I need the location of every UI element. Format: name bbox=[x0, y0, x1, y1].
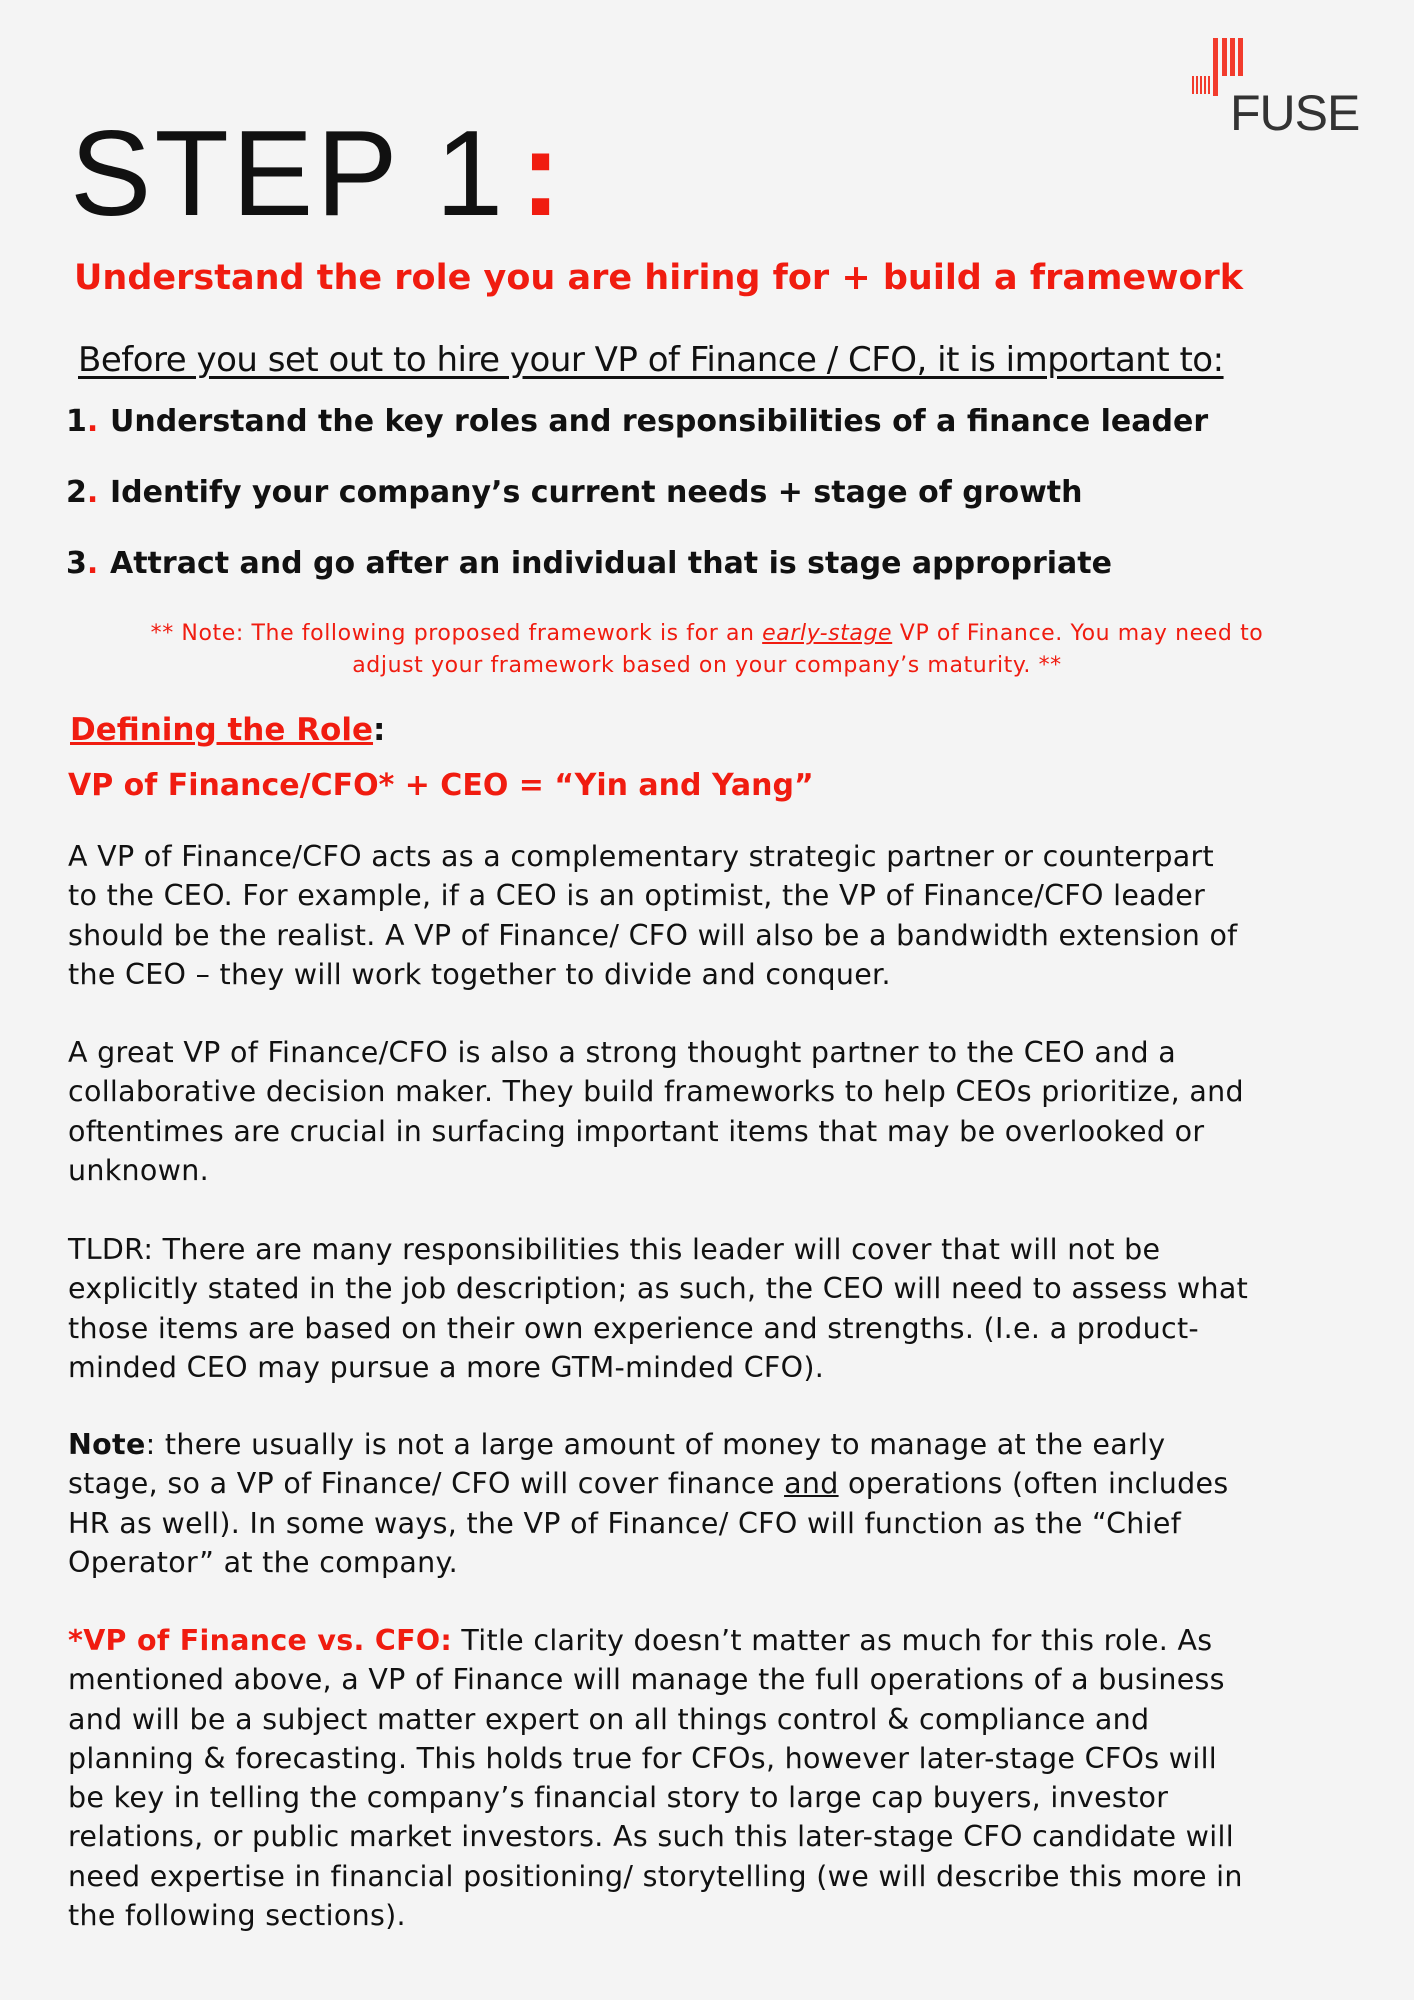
text-line: A VP of Finance/CFO acts as a complementary strategic partner or counterpart bbox=[68, 840, 1215, 873]
text: : there usually is not a large amount of money to manage at the early bbox=[145, 1428, 1166, 1461]
list-item-text: Attract and go after an individual that is stage appropriate bbox=[110, 546, 1112, 581]
text-line: need expertise in financial positioning/ storytelling (we will describe this more in bbox=[68, 1859, 1243, 1893]
list-item: 3. Attract and go after an individual that is stage appropriate bbox=[66, 546, 1112, 581]
framework-note-line2: adjust your framework based on your company’s maturity. ** bbox=[352, 653, 1062, 678]
text-line: unknown. bbox=[68, 1153, 209, 1187]
text-line: the following sections). bbox=[68, 1899, 406, 1933]
text-line bbox=[68, 1621, 1243, 1660]
text-line: oftentimes are crucial in surfacing important items that may be overlooked or bbox=[68, 1114, 1205, 1148]
section-heading-label: Defining the Role bbox=[70, 712, 374, 748]
list-number: 2 bbox=[66, 475, 87, 510]
list-number: 3 bbox=[66, 546, 87, 581]
vp-vs-cfo-label: *VP of Finance vs. CFO: bbox=[68, 1624, 453, 1657]
text-line bbox=[68, 1464, 1229, 1503]
fuse-logo bbox=[1192, 38, 1360, 141]
note-text: VP of Finance. You may need to bbox=[892, 621, 1264, 646]
note-emphasis: early-stage bbox=[762, 621, 893, 646]
title-colon: : bbox=[520, 105, 564, 241]
paragraph-tldr bbox=[68, 1230, 1248, 1387]
title-text: STEP 1 bbox=[70, 105, 507, 241]
list-item: 1. Understand the key roles and responsibilities of a finance leader bbox=[66, 404, 1209, 439]
text: Title clarity doesn’t matter as much for this role. As bbox=[452, 1624, 1213, 1657]
text-line: TLDR: There are many responsibilities this leader will cover that will not be bbox=[68, 1233, 1161, 1266]
text-line: collaborative decision maker. They build frameworks to help CEOs prioritize, and bbox=[68, 1075, 1244, 1109]
intro-text: Before you set out to hire your VP of Finance / CFO, it is important to: bbox=[78, 340, 1224, 380]
yin-yang-heading: VP of Finance/CFO* + CEO = “Yin and Yang” bbox=[68, 768, 814, 803]
section-heading bbox=[70, 712, 385, 748]
underlined-and: and bbox=[784, 1467, 839, 1501]
text-line: HR as well). In some ways, the VP of Finance/ CFO will function as the “Chief bbox=[68, 1506, 1182, 1540]
paragraph-thought-partner bbox=[68, 1033, 1244, 1190]
text-line: planning & forecasting. This holds true for CFOs, however later-stage CFOs will bbox=[68, 1741, 1218, 1775]
heading-colon: : bbox=[373, 712, 386, 748]
text-line: to the CEO. For example, if a CEO is an optimist, the VP of Finance/CFO leader bbox=[68, 879, 1206, 913]
list-number: 1 bbox=[66, 404, 87, 439]
text: stage, so a VP of Finance/ CFO will cover finance bbox=[68, 1467, 785, 1501]
text-line: the CEO – they will work together to divide and conquer. bbox=[68, 957, 891, 991]
text-line: relations, or public market investors. As such this later-stage CFO candidate will bbox=[68, 1820, 1234, 1854]
framework-note bbox=[0, 621, 1414, 646]
list-item-text: Understand the key roles and responsibilities of a finance leader bbox=[110, 404, 1209, 439]
text-line: mentioned above, a VP of Finance will manage the full operations of a business bbox=[68, 1663, 1225, 1697]
text-line: those items are based on their own experience and strengths. (I.e. a product- bbox=[68, 1311, 1200, 1345]
text-line: should be the realist. A VP of Finance/ CFO will also be a bandwidth extension of bbox=[68, 918, 1238, 952]
note-label: Note bbox=[68, 1428, 146, 1461]
text-line: be key in telling the company’s financial story to large cap buyers, investor bbox=[68, 1781, 1169, 1815]
subtitle: Understand the role you are hiring for + build a framework bbox=[74, 258, 1244, 298]
paragraph-vp-vs-cfo bbox=[68, 1621, 1243, 1935]
text: operations (often includes bbox=[838, 1467, 1229, 1501]
text-line: explicitly stated in the job description; as such, the CEO will need to assess what bbox=[68, 1272, 1249, 1306]
list-item: 2. Identify your company’s current needs + stage of growth bbox=[66, 475, 1083, 510]
logo-text: FUSE bbox=[1230, 85, 1360, 141]
text-line: and will be a subject matter expert on all things control & compliance and bbox=[68, 1702, 1150, 1736]
text-line: A great VP of Finance/CFO is also a strong thought partner to the CEO and a bbox=[68, 1036, 1176, 1069]
text-line: Operator” at the company. bbox=[68, 1545, 458, 1579]
list-item-text: Identify your company’s current needs + stage of growth bbox=[110, 475, 1083, 510]
page-title bbox=[70, 105, 564, 241]
paragraph-note bbox=[68, 1425, 1229, 1582]
text-line bbox=[68, 1425, 1229, 1464]
paragraph-partner bbox=[68, 837, 1238, 994]
note-text: ** Note: The following proposed framework is for an bbox=[150, 621, 763, 646]
text-line: minded CEO may pursue a more GTM-minded CFO). bbox=[68, 1350, 825, 1384]
